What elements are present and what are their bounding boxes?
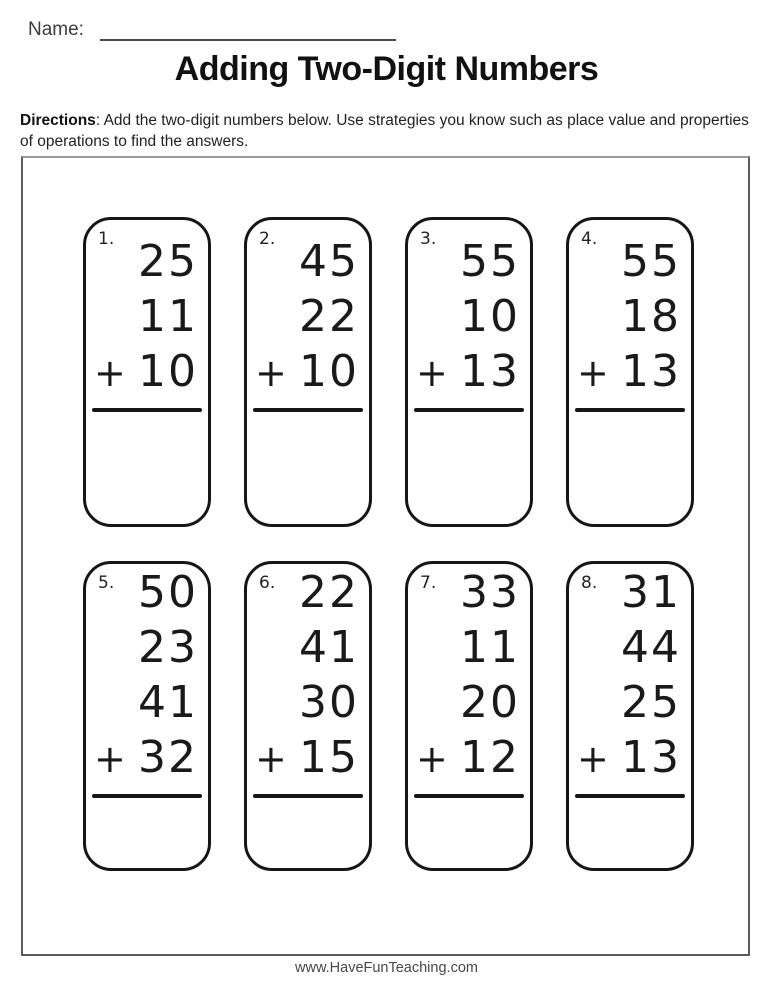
addend-row	[247, 620, 369, 675]
directions-body: : Add the two-digit numbers below. Use strategies you know such as place value and properties of operations to find the answers.	[20, 112, 749, 150]
addend-value: 44	[621, 622, 681, 673]
addend-row	[408, 344, 530, 401]
addend-value: 55	[621, 236, 681, 287]
problem-card-2	[244, 217, 372, 527]
addend-row	[86, 730, 208, 787]
addend-row	[247, 730, 369, 787]
addend-row	[86, 289, 208, 344]
addend-value: 23	[138, 622, 198, 673]
addend-row	[569, 730, 691, 787]
addend-row	[569, 344, 691, 401]
addend-value: 31	[621, 567, 681, 618]
addend-row	[247, 289, 369, 344]
plus-icon: +	[94, 351, 126, 395]
addend-row	[569, 675, 691, 730]
answer-write-space[interactable]	[86, 412, 208, 524]
page-title: Adding Two-Digit Numbers	[174, 50, 599, 88]
addend-value: 13	[621, 732, 681, 783]
addend-value: 10	[460, 291, 520, 342]
addend-row	[86, 620, 208, 675]
addend-value: 15	[299, 732, 359, 783]
addend-value: 41	[299, 622, 359, 673]
problem-number: 3.	[420, 229, 437, 249]
addend-value: 22	[299, 567, 359, 618]
addend-value: 30	[299, 677, 359, 728]
addend-row	[408, 620, 530, 675]
problem-card-5	[83, 561, 211, 871]
addend-row	[408, 730, 530, 787]
addend-value: 12	[460, 732, 520, 783]
answer-write-space[interactable]	[247, 412, 369, 524]
addend-value: 32	[138, 732, 198, 783]
addend-value: 11	[138, 291, 198, 342]
addend-row	[247, 344, 369, 401]
addend-row	[86, 344, 208, 401]
problem-number: 2.	[259, 229, 276, 249]
problems-container	[21, 156, 750, 956]
plus-icon: +	[255, 351, 287, 395]
plus-icon: +	[577, 737, 609, 781]
answer-write-space[interactable]	[408, 798, 530, 868]
problem-number: 1.	[98, 229, 115, 249]
answer-write-space[interactable]	[247, 798, 369, 868]
addend-value: 41	[138, 677, 198, 728]
addend-value: 13	[621, 346, 681, 397]
addend-row	[408, 289, 530, 344]
name-label: Name:	[28, 19, 84, 40]
problem-card-8	[566, 561, 694, 871]
addend-value: 25	[621, 677, 681, 728]
addend-value: 50	[138, 567, 198, 618]
plus-icon: +	[416, 737, 448, 781]
addend-value: 22	[299, 291, 359, 342]
answer-write-space[interactable]	[408, 412, 530, 524]
addend-value: 18	[621, 291, 681, 342]
problem-number: 8.	[581, 573, 598, 593]
directions-text	[20, 110, 758, 152]
addend-value: 45	[299, 236, 359, 287]
addend-value: 10	[299, 346, 359, 397]
answer-write-space[interactable]	[569, 412, 691, 524]
addend-value: 13	[460, 346, 520, 397]
plus-icon: +	[255, 737, 287, 781]
answer-write-space[interactable]	[86, 798, 208, 868]
name-input-line[interactable]	[100, 21, 396, 41]
name-row	[28, 19, 396, 41]
problem-cards-grid	[83, 217, 694, 871]
problem-number: 7.	[420, 573, 437, 593]
plus-icon: +	[577, 351, 609, 395]
addend-value: 11	[460, 622, 520, 673]
problem-card-7	[405, 561, 533, 871]
plus-icon: +	[94, 737, 126, 781]
addend-value: 55	[460, 236, 520, 287]
addend-value: 10	[138, 346, 198, 397]
addend-value: 33	[460, 567, 520, 618]
plus-icon: +	[416, 351, 448, 395]
addend-row	[569, 620, 691, 675]
problem-card-4	[566, 217, 694, 527]
addend-row	[247, 675, 369, 730]
problem-number: 5.	[98, 573, 115, 593]
addend-value: 25	[138, 236, 198, 287]
directions-label: Directions	[20, 112, 96, 129]
problem-card-1	[83, 217, 211, 527]
problem-number: 4.	[581, 229, 598, 249]
addend-row	[408, 675, 530, 730]
footer-url: www.HaveFunTeaching.com	[295, 960, 478, 976]
addend-value: 20	[460, 677, 520, 728]
answer-write-space[interactable]	[569, 798, 691, 868]
problem-number: 6.	[259, 573, 276, 593]
problem-card-6	[244, 561, 372, 871]
addend-row	[569, 289, 691, 344]
addend-row	[86, 675, 208, 730]
problem-card-3	[405, 217, 533, 527]
